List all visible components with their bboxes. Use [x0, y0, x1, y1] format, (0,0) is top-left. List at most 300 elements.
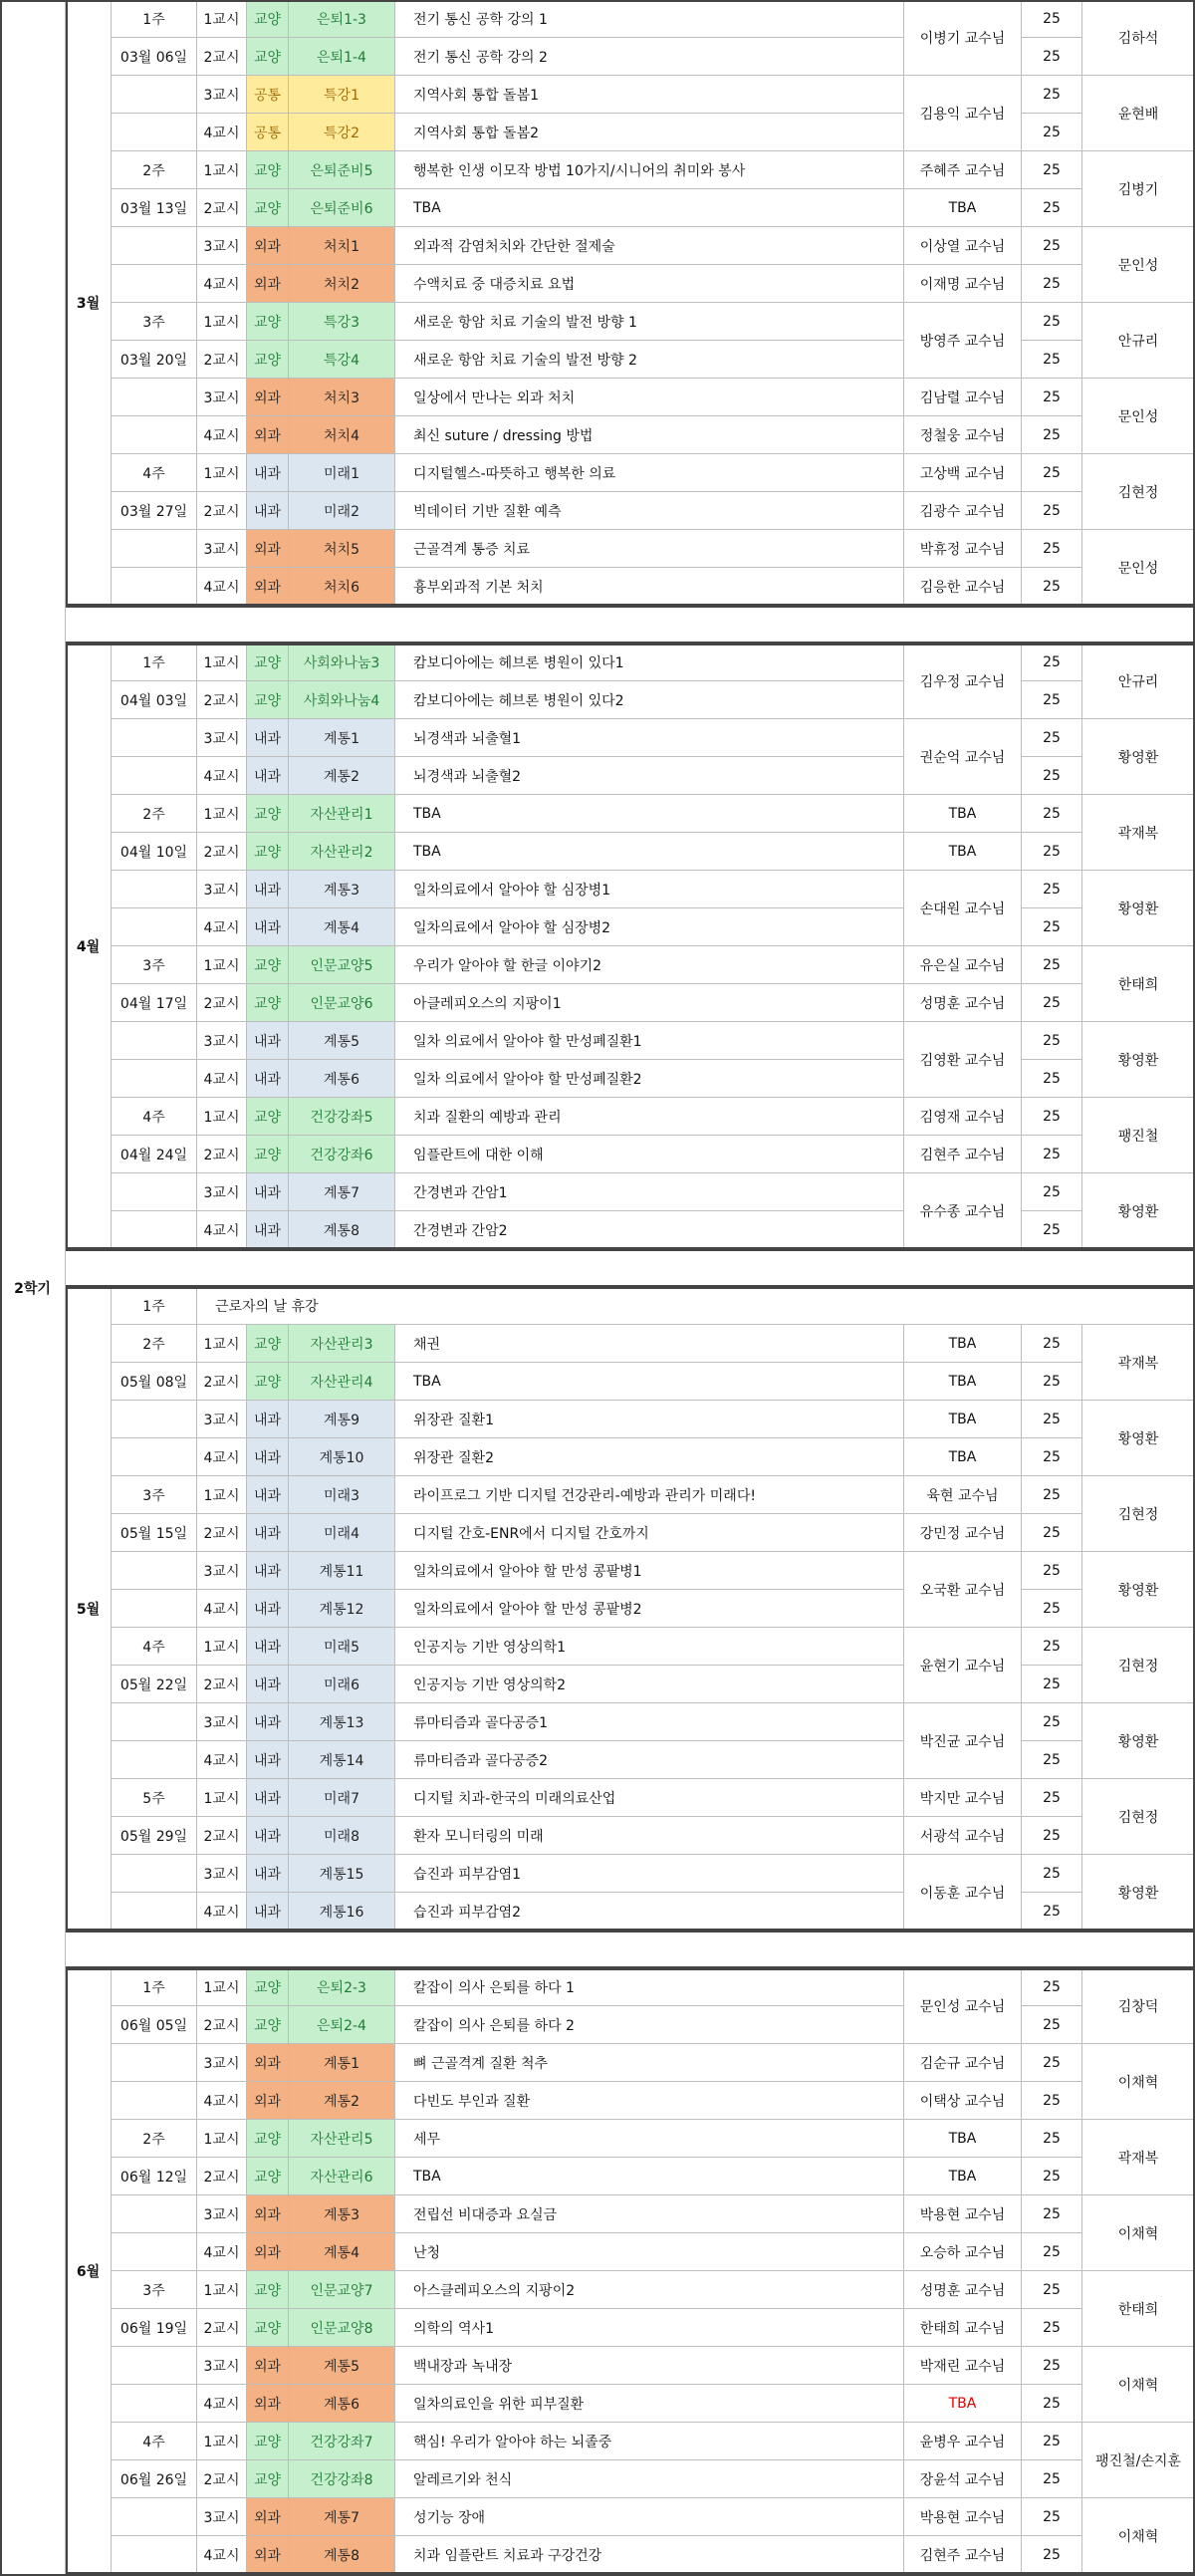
- lecture-title-cell: TBA: [395, 189, 904, 227]
- course-code-cell: 건강강좌7: [289, 2423, 395, 2460]
- period-cell: 4교시: [197, 2082, 247, 2120]
- course-code-cell: 자산관리4: [289, 1363, 395, 1401]
- category-cell: 교양: [247, 303, 289, 341]
- professor-cell: 유수종 교수님: [904, 1173, 1022, 1249]
- category-cell: 교양: [247, 1136, 289, 1173]
- category-cell: 외과: [247, 2347, 289, 2385]
- course-code-cell: 미래8: [289, 1817, 395, 1855]
- professor-cell: TBA: [904, 2385, 1022, 2423]
- category-cell: 교양: [247, 2423, 289, 2460]
- professor-cell: 서광석 교수님: [904, 1817, 1022, 1855]
- week-cell: 05월 29일: [112, 1817, 197, 1855]
- category-cell: 교양: [247, 2120, 289, 2158]
- week-cell: 1주: [112, 1968, 197, 2006]
- professor-cell: 이상열 교수님: [904, 227, 1022, 265]
- category-cell: 내과: [247, 1590, 289, 1628]
- professor-cell: TBA: [904, 2158, 1022, 2195]
- category-cell: 교양: [247, 833, 289, 871]
- lecture-title-cell: 최신 suture / dressing 방법: [395, 416, 904, 454]
- week-cell: [112, 227, 197, 265]
- period-cell: 2교시: [197, 1363, 247, 1401]
- course-code-cell: 계통7: [289, 2498, 395, 2536]
- capacity-cell: 25: [1022, 2347, 1082, 2385]
- period-cell: 3교시: [197, 76, 247, 114]
- lecture-title-cell: 간경변과 간암2: [395, 1211, 904, 1249]
- course-code-cell: 계통2: [289, 2082, 395, 2120]
- course-code-cell: 은퇴1-3: [289, 0, 395, 38]
- capacity-cell: 25: [1022, 2044, 1082, 2082]
- course-code-cell: 미래7: [289, 1779, 395, 1817]
- lecture-title-cell: 디지털 간호-ENR에서 디지털 간호까지: [395, 1514, 904, 1552]
- manager-cell: 문인성: [1082, 227, 1195, 303]
- lecture-title-cell: 새로운 항암 치료 기술의 발전 방향 2: [395, 341, 904, 379]
- course-code-cell: 처치5: [289, 530, 395, 568]
- professor-cell: 김우정 교수님: [904, 644, 1022, 719]
- course-code-cell: 계통4: [289, 908, 395, 946]
- professor-cell: 김영환 교수님: [904, 1022, 1022, 1098]
- category-cell: 공통: [247, 76, 289, 114]
- week-cell: 03월 27일: [112, 492, 197, 530]
- period-cell: 2교시: [197, 833, 247, 871]
- period-cell: 1교시: [197, 946, 247, 984]
- manager-cell: 이채혁: [1082, 2044, 1195, 2120]
- capacity-cell: 25: [1022, 2271, 1082, 2309]
- period-cell: 1교시: [197, 644, 247, 681]
- capacity-cell: 25: [1022, 1401, 1082, 1438]
- professor-cell: 이재명 교수님: [904, 265, 1022, 303]
- capacity-cell: 25: [1022, 1476, 1082, 1514]
- category-cell: 교양: [247, 38, 289, 76]
- week-cell: [112, 871, 197, 908]
- week-cell: 1주: [112, 644, 197, 681]
- week-cell: 3주: [112, 946, 197, 984]
- capacity-cell: 25: [1022, 114, 1082, 151]
- period-cell: 2교시: [197, 341, 247, 379]
- course-code-cell: 은퇴준비5: [289, 151, 395, 189]
- course-code-cell: 처치2: [289, 265, 395, 303]
- period-cell: 1교시: [197, 2271, 247, 2309]
- period-cell: 3교시: [197, 1022, 247, 1060]
- period-cell: 1교시: [197, 2423, 247, 2460]
- professor-cell: TBA: [904, 833, 1022, 871]
- course-code-cell: 인문교양7: [289, 2271, 395, 2309]
- manager-cell: 한태희: [1082, 946, 1195, 1022]
- lecture-title-cell: 치과 임플란트 치료과 구강건강: [395, 2536, 904, 2574]
- professor-cell: 박진균 교수님: [904, 1703, 1022, 1779]
- period-cell: 4교시: [197, 2385, 247, 2423]
- course-code-cell: 계통6: [289, 1060, 395, 1098]
- professor-cell: 박재린 교수님: [904, 2347, 1022, 2385]
- period-cell: 3교시: [197, 2498, 247, 2536]
- period-cell: 4교시: [197, 1211, 247, 1249]
- manager-cell: 윤현배: [1082, 76, 1195, 151]
- lecture-title-cell: 핵심! 우리가 알아야 하는 뇌졸중: [395, 2423, 904, 2460]
- period-cell: 3교시: [197, 1173, 247, 1211]
- category-cell: 외과: [247, 265, 289, 303]
- lecture-title-cell: 칼잡이 의사 은퇴를 하다 2: [395, 2006, 904, 2044]
- professor-cell: 김광수 교수님: [904, 492, 1022, 530]
- category-cell: 교양: [247, 189, 289, 227]
- period-cell: 1교시: [197, 1968, 247, 2006]
- lecture-title-cell: 전립선 비대증과 요실금: [395, 2195, 904, 2233]
- period-cell: 2교시: [197, 1136, 247, 1173]
- capacity-cell: 25: [1022, 2423, 1082, 2460]
- category-cell: 내과: [247, 1703, 289, 1741]
- week-cell: [112, 757, 197, 795]
- week-cell: [112, 2385, 197, 2423]
- week-cell: [112, 1060, 197, 1098]
- course-code-cell: 계통7: [289, 1173, 395, 1211]
- professor-cell: 정철웅 교수님: [904, 416, 1022, 454]
- lecture-title-cell: 일차 의료에서 알아야 할 만성폐질환1: [395, 1022, 904, 1060]
- period-cell: 2교시: [197, 2006, 247, 2044]
- manager-cell: 이채혁: [1082, 2347, 1195, 2423]
- category-cell: 내과: [247, 1741, 289, 1779]
- period-cell: 4교시: [197, 2233, 247, 2271]
- professor-cell: 이병기 교수님: [904, 0, 1022, 76]
- lecture-title-cell: 일차 의료에서 알아야 할 만성폐질환2: [395, 1060, 904, 1098]
- period-cell: 2교시: [197, 2460, 247, 2498]
- capacity-cell: 25: [1022, 2536, 1082, 2574]
- professor-cell: TBA: [904, 1363, 1022, 1401]
- lecture-title-cell: 환자 모니터링의 미래: [395, 1817, 904, 1855]
- course-code-cell: 계통8: [289, 2536, 395, 2574]
- week-cell: [112, 908, 197, 946]
- week-cell: [112, 1552, 197, 1590]
- month-separator: [66, 1249, 1195, 1287]
- period-cell: 2교시: [197, 492, 247, 530]
- lecture-title-cell: 디지털헬스-따뜻하고 행복한 의료: [395, 454, 904, 492]
- capacity-cell: 25: [1022, 151, 1082, 189]
- lecture-title-cell: TBA: [395, 2158, 904, 2195]
- manager-cell: 이채혁: [1082, 2498, 1195, 2574]
- period-cell: 2교시: [197, 38, 247, 76]
- lecture-title-cell: 치과 질환의 예방과 관리: [395, 1098, 904, 1136]
- manager-cell: 황영환: [1082, 1855, 1195, 1931]
- category-cell: 공통: [247, 114, 289, 151]
- capacity-cell: 25: [1022, 454, 1082, 492]
- lecture-title-cell: 수액치료 중 대증치료 요법: [395, 265, 904, 303]
- lecture-title-cell: 습진과 피부감염1: [395, 1855, 904, 1893]
- week-cell: [112, 1211, 197, 1249]
- course-code-cell: 자산관리2: [289, 833, 395, 871]
- lecture-title-cell: 뇌경색과 뇌출혈1: [395, 719, 904, 757]
- week-cell: [112, 1022, 197, 1060]
- period-cell: 2교시: [197, 984, 247, 1022]
- professor-cell: 오국환 교수님: [904, 1552, 1022, 1628]
- capacity-cell: 25: [1022, 719, 1082, 757]
- course-code-cell: 미래3: [289, 1476, 395, 1514]
- category-cell: 내과: [247, 1666, 289, 1703]
- course-code-cell: 인문교양6: [289, 984, 395, 1022]
- lecture-title-cell: 전기 통신 공학 강의 2: [395, 38, 904, 76]
- week-cell: [112, 76, 197, 114]
- month-separator: [66, 606, 1195, 644]
- lecture-title-cell: 일상에서 만나는 외과 처치: [395, 379, 904, 416]
- manager-cell: 안규리: [1082, 644, 1195, 719]
- course-code-cell: 계통4: [289, 2233, 395, 2271]
- lecture-title-cell: 칼잡이 의사 은퇴를 하다 1: [395, 1968, 904, 2006]
- week-cell: [112, 719, 197, 757]
- period-cell: 1교시: [197, 151, 247, 189]
- capacity-cell: 25: [1022, 946, 1082, 984]
- professor-cell: 김순규 교수님: [904, 2044, 1022, 2082]
- period-cell: 1교시: [197, 2120, 247, 2158]
- lecture-title-cell: 인공지능 기반 영상의학1: [395, 1628, 904, 1666]
- course-code-cell: 특강2: [289, 114, 395, 151]
- professor-cell: 유은실 교수님: [904, 946, 1022, 984]
- course-code-cell: 특강3: [289, 303, 395, 341]
- period-cell: 2교시: [197, 2158, 247, 2195]
- category-cell: 내과: [247, 1893, 289, 1931]
- professor-cell: 성명훈 교수님: [904, 2271, 1022, 2309]
- week-cell: 3주: [112, 303, 197, 341]
- capacity-cell: 25: [1022, 1060, 1082, 1098]
- professor-cell: 손대원 교수님: [904, 871, 1022, 946]
- category-cell: 교양: [247, 1968, 289, 2006]
- week-cell: [112, 1741, 197, 1779]
- capacity-cell: 25: [1022, 1968, 1082, 2006]
- category-cell: 외과: [247, 568, 289, 606]
- course-code-cell: 미래1: [289, 454, 395, 492]
- professor-cell: TBA: [904, 1325, 1022, 1363]
- lecture-title-cell: 일차의료에서 알아야 할 만성 콩팥병1: [395, 1552, 904, 1590]
- capacity-cell: 25: [1022, 1817, 1082, 1855]
- category-cell: 내과: [247, 1211, 289, 1249]
- lecture-title-cell: 디지털 치과-한국의 미래의료산업: [395, 1779, 904, 1817]
- week-cell: [112, 416, 197, 454]
- manager-cell: 김하석: [1082, 0, 1195, 76]
- course-code-cell: 자산관리3: [289, 1325, 395, 1363]
- course-code-cell: 계통5: [289, 1022, 395, 1060]
- manager-cell: 황영환: [1082, 719, 1195, 795]
- period-cell: 3교시: [197, 1855, 247, 1893]
- professor-cell: 김용익 교수님: [904, 76, 1022, 151]
- lecture-title-cell: 류마티즘과 골다공증1: [395, 1703, 904, 1741]
- course-code-cell: 계통10: [289, 1438, 395, 1476]
- course-code-cell: 계통5: [289, 2347, 395, 2385]
- course-code-cell: 계통15: [289, 1855, 395, 1893]
- week-cell: 05월 22일: [112, 1666, 197, 1703]
- course-code-cell: 계통11: [289, 1552, 395, 1590]
- category-cell: 내과: [247, 1552, 289, 1590]
- capacity-cell: 25: [1022, 681, 1082, 719]
- category-cell: 내과: [247, 1438, 289, 1476]
- week-cell: [112, 2082, 197, 2120]
- category-cell: 내과: [247, 1855, 289, 1893]
- lecture-title-cell: 우리가 알아야 할 한글 이야기2: [395, 946, 904, 984]
- period-cell: 4교시: [197, 908, 247, 946]
- lecture-title-cell: 라이프로그 기반 디지털 건강관리-예방과 관리가 미래다!: [395, 1476, 904, 1514]
- capacity-cell: 25: [1022, 303, 1082, 341]
- week-cell: 04월 24일: [112, 1136, 197, 1173]
- lecture-title-cell: 지역사회 통합 돌봄1: [395, 76, 904, 114]
- lecture-title-cell: 캄보디아에는 헤브론 병원이 있다1: [395, 644, 904, 681]
- period-cell: 4교시: [197, 114, 247, 151]
- course-code-cell: 건강강좌5: [289, 1098, 395, 1136]
- course-code-cell: 계통3: [289, 871, 395, 908]
- week-cell: [112, 1855, 197, 1893]
- category-cell: 외과: [247, 416, 289, 454]
- lecture-title-cell: 근골격계 통증 치료: [395, 530, 904, 568]
- professor-cell: 문인성 교수님: [904, 1968, 1022, 2044]
- course-code-cell: 자산관리5: [289, 2120, 395, 2158]
- course-code-cell: 은퇴1-4: [289, 38, 395, 76]
- capacity-cell: 25: [1022, 265, 1082, 303]
- lecture-title-cell: 일차의료에서 알아야 할 심장병2: [395, 908, 904, 946]
- week-cell: [112, 1438, 197, 1476]
- manager-cell: 황영환: [1082, 1401, 1195, 1476]
- lecture-title-cell: 간경변과 간암1: [395, 1173, 904, 1211]
- professor-cell: 주혜주 교수님: [904, 151, 1022, 189]
- period-cell: 2교시: [197, 1514, 247, 1552]
- period-cell: 3교시: [197, 2347, 247, 2385]
- lecture-title-cell: 성기능 장애: [395, 2498, 904, 2536]
- professor-cell: 강민정 교수님: [904, 1514, 1022, 1552]
- course-code-cell: 계통13: [289, 1703, 395, 1741]
- manager-cell: 팽진철/손지훈: [1082, 2423, 1195, 2498]
- lecture-title-cell: 의학의 역사1: [395, 2309, 904, 2347]
- professor-cell: 김현주 교수님: [904, 1136, 1022, 1173]
- category-cell: 내과: [247, 1022, 289, 1060]
- month-label: 5월: [66, 1287, 112, 1931]
- capacity-cell: 25: [1022, 2498, 1082, 2536]
- lecture-title-cell: 위장관 질환1: [395, 1401, 904, 1438]
- course-code-cell: 은퇴2-3: [289, 1968, 395, 2006]
- week-cell: [112, 1401, 197, 1438]
- course-code-cell: 자산관리6: [289, 2158, 395, 2195]
- lecture-title-cell: TBA: [395, 1363, 904, 1401]
- capacity-cell: 25: [1022, 1590, 1082, 1628]
- professor-cell: 박용현 교수님: [904, 2498, 1022, 2536]
- category-cell: 교양: [247, 681, 289, 719]
- course-code-cell: 계통14: [289, 1741, 395, 1779]
- week-cell: 2주: [112, 2120, 197, 2158]
- capacity-cell: 25: [1022, 1211, 1082, 1249]
- week-cell: [112, 530, 197, 568]
- course-code-cell: 계통3: [289, 2195, 395, 2233]
- capacity-cell: 25: [1022, 2006, 1082, 2044]
- week-cell: 3주: [112, 1476, 197, 1514]
- category-cell: 교양: [247, 151, 289, 189]
- week-cell: 06월 12일: [112, 2158, 197, 2195]
- capacity-cell: 25: [1022, 1741, 1082, 1779]
- course-code-cell: 처치4: [289, 416, 395, 454]
- category-cell: 내과: [247, 1628, 289, 1666]
- professor-cell: 오승하 교수님: [904, 2233, 1022, 2271]
- lecture-title-cell: 빅데이터 기반 질환 예측: [395, 492, 904, 530]
- manager-cell: 곽재복: [1082, 1325, 1195, 1401]
- capacity-cell: 25: [1022, 2385, 1082, 2423]
- course-code-cell: 미래6: [289, 1666, 395, 1703]
- category-cell: 내과: [247, 1060, 289, 1098]
- category-cell: 내과: [247, 492, 289, 530]
- week-cell: [112, 1590, 197, 1628]
- category-cell: 교양: [247, 2158, 289, 2195]
- period-cell: 4교시: [197, 1060, 247, 1098]
- capacity-cell: 25: [1022, 1136, 1082, 1173]
- lecture-title-cell: 뼈 근골격계 질환 척추: [395, 2044, 904, 2082]
- course-code-cell: 미래4: [289, 1514, 395, 1552]
- professor-cell: 고상백 교수님: [904, 454, 1022, 492]
- professor-cell: 권순억 교수님: [904, 719, 1022, 795]
- course-code-cell: 계통16: [289, 1893, 395, 1931]
- capacity-cell: 25: [1022, 189, 1082, 227]
- manager-cell: 안규리: [1082, 303, 1195, 379]
- week-cell: 2주: [112, 1325, 197, 1363]
- category-cell: 교양: [247, 1325, 289, 1363]
- lecture-title-cell: TBA: [395, 833, 904, 871]
- month-label: 6월: [66, 1968, 112, 2574]
- category-cell: 외과: [247, 2044, 289, 2082]
- capacity-cell: 25: [1022, 379, 1082, 416]
- manager-cell: 황영환: [1082, 1552, 1195, 1628]
- week-cell: [112, 2044, 197, 2082]
- professor-cell: 한태희 교수님: [904, 2309, 1022, 2347]
- week-cell: 06월 05일: [112, 2006, 197, 2044]
- capacity-cell: 25: [1022, 1893, 1082, 1931]
- week-cell: [112, 2498, 197, 2536]
- course-code-cell: 건강강좌8: [289, 2460, 395, 2498]
- period-cell: 4교시: [197, 757, 247, 795]
- course-code-cell: 계통6: [289, 2385, 395, 2423]
- professor-cell: 김남렬 교수님: [904, 379, 1022, 416]
- capacity-cell: 25: [1022, 2309, 1082, 2347]
- category-cell: 외과: [247, 2536, 289, 2574]
- lecture-title-cell: 일차의료인을 위한 피부질환: [395, 2385, 904, 2423]
- capacity-cell: 25: [1022, 2460, 1082, 2498]
- lecture-title-cell: 류마티즘과 골다공증2: [395, 1741, 904, 1779]
- course-code-cell: 건강강좌6: [289, 1136, 395, 1173]
- capacity-cell: 25: [1022, 341, 1082, 379]
- manager-cell: 황영환: [1082, 1022, 1195, 1098]
- course-code-cell: 처치6: [289, 568, 395, 606]
- period-cell: 4교시: [197, 1590, 247, 1628]
- professor-cell: 박지만 교수님: [904, 1779, 1022, 1817]
- lecture-title-cell: 아클레피오스의 지팡이1: [395, 984, 904, 1022]
- capacity-cell: 25: [1022, 1552, 1082, 1590]
- week-cell: 4주: [112, 1628, 197, 1666]
- capacity-cell: 25: [1022, 568, 1082, 606]
- category-cell: 내과: [247, 1476, 289, 1514]
- professor-cell: TBA: [904, 2120, 1022, 2158]
- capacity-cell: 25: [1022, 1703, 1082, 1741]
- category-cell: 교양: [247, 2006, 289, 2044]
- capacity-cell: 25: [1022, 1098, 1082, 1136]
- capacity-cell: 25: [1022, 416, 1082, 454]
- period-cell: 1교시: [197, 0, 247, 38]
- manager-cell: 문인성: [1082, 530, 1195, 606]
- week-cell: [112, 114, 197, 151]
- lecture-title-cell: 새로운 항암 치료 기술의 발전 방향 1: [395, 303, 904, 341]
- week-cell: 4주: [112, 454, 197, 492]
- period-cell: 2교시: [197, 1817, 247, 1855]
- manager-cell: 김현정: [1082, 1476, 1195, 1552]
- professor-cell: 이동훈 교수님: [904, 1855, 1022, 1931]
- period-cell: 3교시: [197, 2044, 247, 2082]
- period-cell: 4교시: [197, 1438, 247, 1476]
- period-cell: 4교시: [197, 1741, 247, 1779]
- lecture-title-cell: 알레르기와 천식: [395, 2460, 904, 2498]
- week-cell: [112, 2347, 197, 2385]
- period-cell: 1교시: [197, 454, 247, 492]
- week-cell: 2주: [112, 151, 197, 189]
- category-cell: 외과: [247, 2082, 289, 2120]
- course-code-cell: 계통1: [289, 2044, 395, 2082]
- professor-cell: 김응한 교수님: [904, 568, 1022, 606]
- category-cell: 내과: [247, 908, 289, 946]
- period-cell: 1교시: [197, 303, 247, 341]
